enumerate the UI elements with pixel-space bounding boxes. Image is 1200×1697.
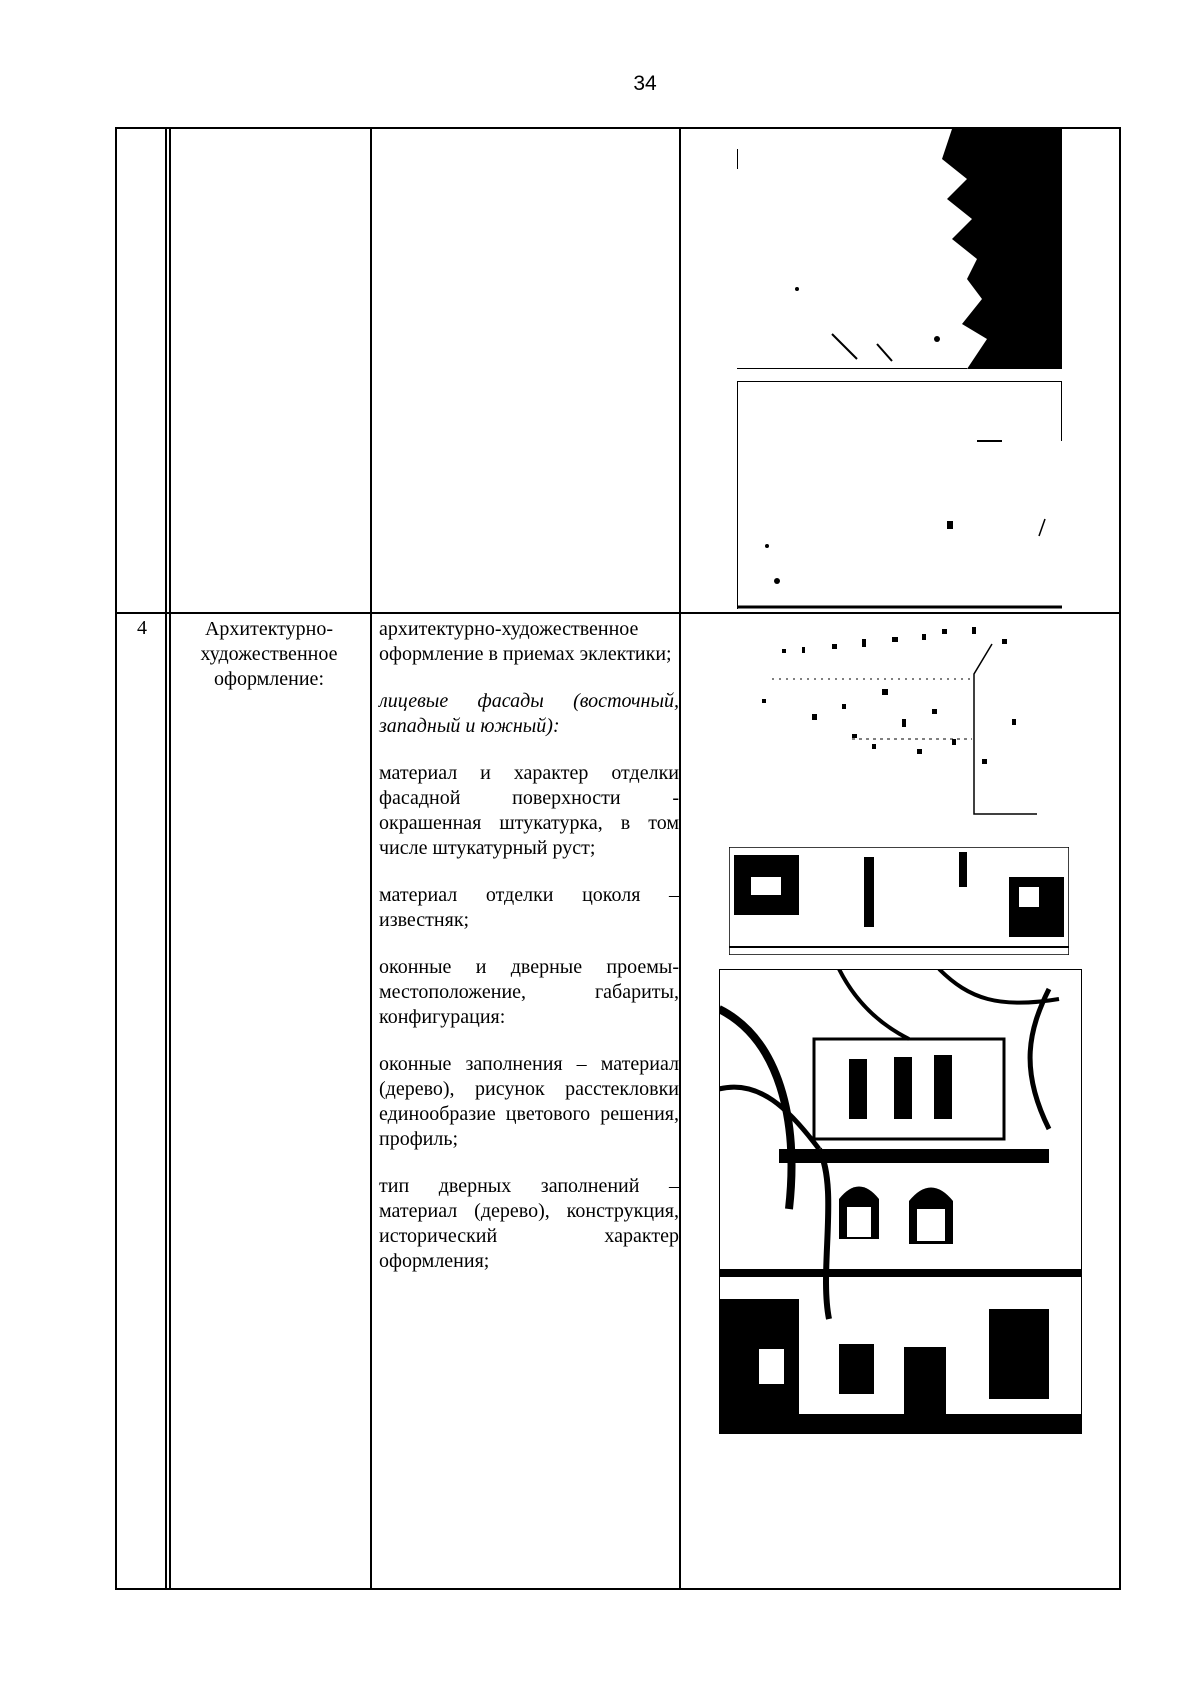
description-paragraph: архитектурно-художественное оформление в приемах эклектики; [379, 618, 672, 665]
description-paragraph: тип дверных заполнений – материал (дерево), конструкция, исторический характер оформления; [379, 1175, 679, 1272]
description-paragraph: материал и характер отделки фасадной поверхности - окрашенная штукатурка, в том числе штукатурный руст; [379, 762, 679, 859]
description-paragraph: материал отделки цоколя – известняк; [379, 884, 679, 931]
feature-description [379, 617, 679, 1296]
description-paragraph: лицевые фасады (восточный, западный и южный): [379, 690, 679, 737]
facade-drawing [742, 619, 1047, 834]
table-column-divider [169, 129, 171, 1588]
table-row-divider [117, 612, 1119, 614]
table-column-divider [165, 129, 167, 1588]
row-number: 4 [137, 617, 147, 639]
building-facade-photo [719, 969, 1082, 1434]
cornice-detail-photo [729, 847, 1069, 955]
description-paragraph: оконные заполнения – материал (дерево), рисунок расстекловки единообразие цветового решения, профиль; [379, 1053, 679, 1150]
content-table [115, 127, 1121, 1590]
facade-photo-top-2 [737, 381, 1062, 609]
table-column-divider [370, 129, 372, 1588]
description-paragraph: оконные и дверные проемы- местоположение, габариты, конфигурация: [379, 956, 679, 1028]
feature-name: Архитектурно-художественное оформление: [200, 618, 338, 690]
table-column-divider [679, 129, 681, 1588]
page-number: 34 [633, 72, 657, 95]
facade-photo-top-1 [737, 129, 1062, 369]
